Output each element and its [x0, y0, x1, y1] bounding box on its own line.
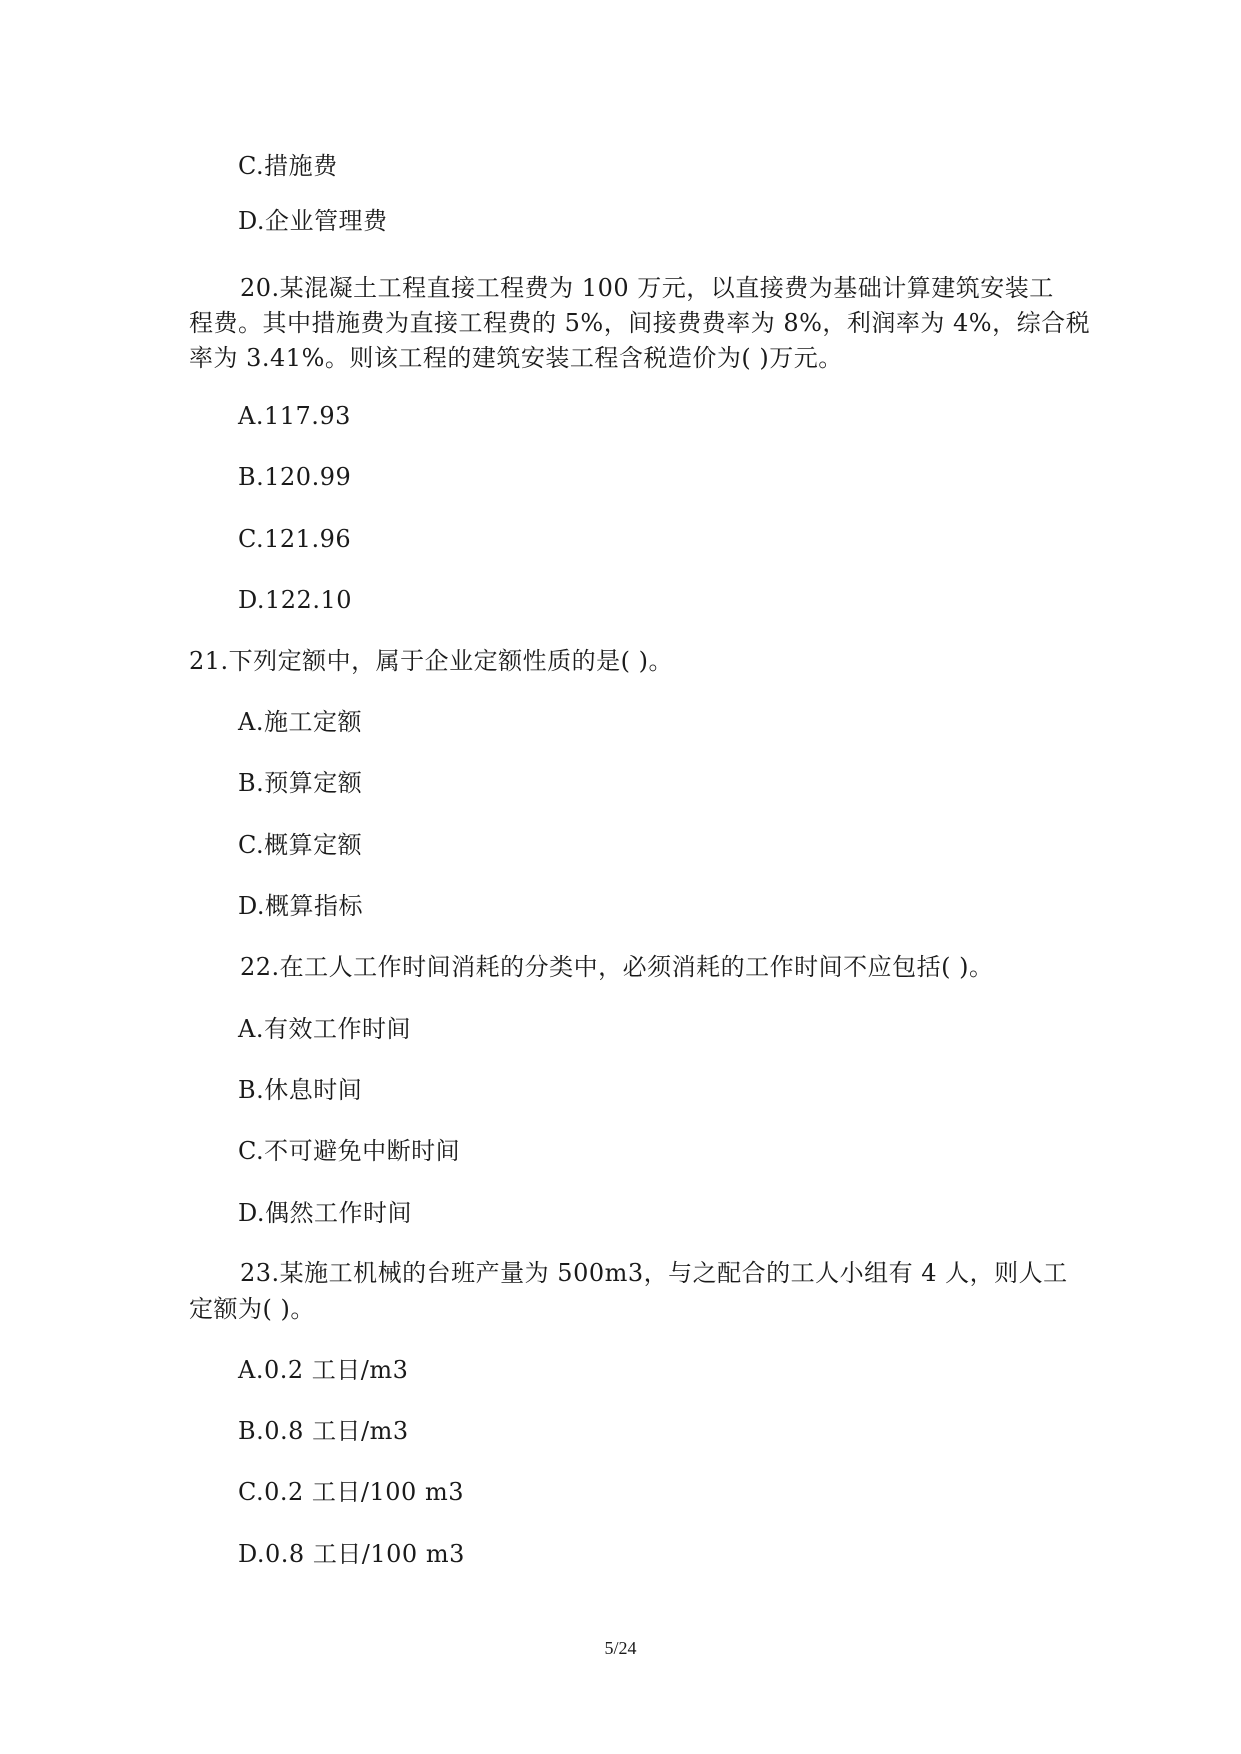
option-c: C.措施费: [238, 152, 338, 180]
question-21-option-b: B.预算定额: [238, 769, 363, 797]
question-23-option-c: C.0.2 工日/100 m3: [238, 1478, 464, 1506]
page-number: 5/24: [604, 1638, 637, 1658]
question-20-option-c: C.121.96: [238, 525, 352, 553]
question-23-option-d: D.0.8 工日/100 m3: [238, 1540, 465, 1568]
question-22-stem: 22.在工人工作时间消耗的分类中，必须消耗的工作时间不应包括( )。: [240, 953, 994, 981]
question-21-option-c: C.概算定额: [238, 831, 363, 859]
question-20-option-b: B.120.99: [238, 463, 352, 491]
question-20-option-d: D.122.10: [238, 586, 352, 614]
question-23-option-a: A.0.2 工日/m3: [238, 1356, 409, 1384]
question-22-option-a: A.有效工作时间: [238, 1015, 411, 1043]
question-20-line-3: 率为 3.41%。则该工程的建筑安装工程含税造价为( )万元。: [189, 344, 843, 372]
question-20-line-2: 程费。其中措施费为直接工程费的 5%，间接费费率为 8%，利润率为 4%，综合税: [189, 309, 1091, 337]
question-22-option-c: C.不可避免中断时间: [238, 1137, 461, 1165]
question-23-line-1: 23.某施工机械的台班产量为 500m3，与之配合的工人小组有 4 人，则人工: [240, 1259, 1068, 1287]
question-20-line-1: 20.某混凝土工程直接工程费为 100 万元，以直接费为基础计算建筑安装工: [240, 274, 1054, 302]
question-21-stem: 21.下列定额中，属于企业定额性质的是( )。: [189, 647, 674, 675]
question-21-option-d: D.概算指标: [238, 892, 364, 920]
question-21-option-a: A.施工定额: [238, 708, 362, 736]
question-23-option-b: B.0.8 工日/m3: [238, 1417, 409, 1445]
question-22-option-b: B.休息时间: [238, 1076, 363, 1104]
question-23-line-2: 定额为( )。: [189, 1295, 315, 1323]
question-22-option-d: D.偶然工作时间: [238, 1199, 413, 1227]
question-20-option-a: A.117.93: [238, 402, 351, 430]
option-d: D.企业管理费: [238, 207, 388, 235]
